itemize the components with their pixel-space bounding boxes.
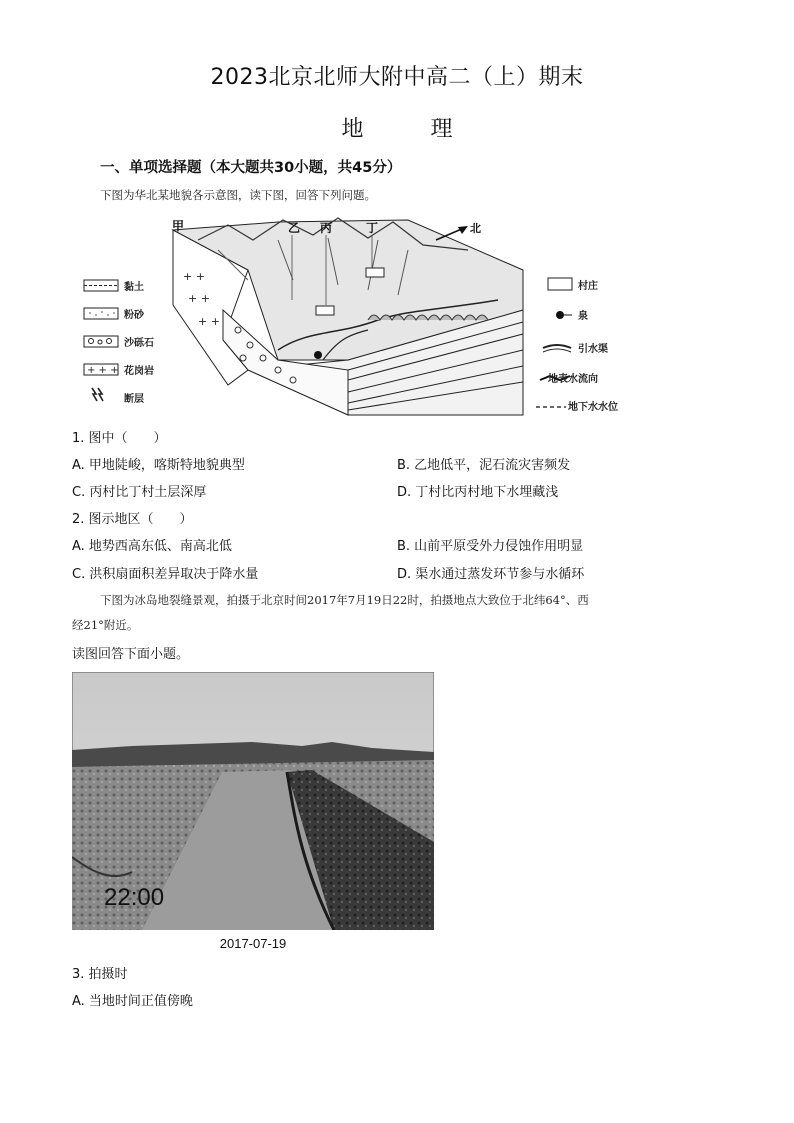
label-yi: 乙 — [288, 221, 301, 235]
q2-option-b: B. 山前平原受外力侵蚀作用明显 — [397, 539, 584, 554]
photo-time-stamp: 22:00 — [104, 884, 165, 911]
legend-right — [536, 278, 618, 413]
svg-text:+ + +: + + + — [87, 365, 119, 376]
block-diagram-body — [172, 218, 523, 415]
label-bing: 丙 — [320, 221, 333, 235]
q2-option-a: A. 地势西高东低、南高北低 — [72, 539, 232, 554]
section-intro: 下图为华北某地貌各示意图，读下图，回答下列问题。 — [100, 188, 376, 202]
label-ding: 丁 — [366, 221, 379, 235]
subject-title — [0, 112, 794, 143]
q2-stem: 2. 图示地区（ ） — [72, 512, 193, 527]
legend-water-table: 地下水水位 — [568, 402, 618, 413]
q1-option-b: B. 乙地低平，泥石流灾害频发 — [397, 458, 571, 473]
subject-char-1: 地 — [341, 117, 364, 142]
q1-stem: 1. 图中（ ） — [72, 431, 167, 446]
photo-date: 2017-07-19 — [219, 936, 287, 951]
q3-stem: 3. 拍摄时 — [72, 967, 128, 982]
svg-text:+ +: + + — [188, 292, 210, 305]
legend-canal: 引水渠 — [578, 344, 608, 355]
legend-granite: 花岗岩 — [124, 366, 154, 377]
legend-fault: 断层 — [124, 394, 144, 405]
q1-option-a: A. 甲地陡峻，喀斯特地貌典型 — [72, 458, 245, 473]
svg-text:+ +: + + — [198, 315, 220, 328]
page-title: 2023北京北师大附中高二（上）期末 — [210, 65, 584, 90]
north-label: 北 — [470, 222, 481, 235]
legend-village: 村庄 — [578, 281, 598, 292]
svg-text:+ +: + + — [183, 270, 205, 283]
legend-surface-flow: 地表水流向 — [548, 374, 598, 385]
q1-option-c: C. 丙村比丁村土层深厚 — [72, 485, 207, 500]
legend-left — [84, 280, 154, 405]
legend-clay: 黏土 — [124, 282, 144, 293]
passage2-instruction: 读图回答下面小题。 — [72, 647, 190, 662]
q1-option-d: D. 丁村比丙村地下水埋藏浅 — [397, 485, 559, 500]
section-heading: 一、单项选择题（本大题共30小题，共45分） — [100, 160, 402, 176]
q2-option-d: D. 渠水通过蒸发环节参与水循环 — [397, 567, 585, 582]
q2-option-c: C. 洪积扇面积差异取决于降水量 — [72, 567, 259, 582]
subject-char-2: 理 — [430, 117, 453, 142]
legend-gravel: 沙砾石 — [124, 338, 154, 349]
legend-spring: 泉 — [578, 311, 588, 322]
q3-option-a: A. 当地时间正值傍晚 — [72, 994, 193, 1009]
landform-diagram — [78, 210, 623, 420]
passage2-line2: 经21°附近。 — [72, 618, 139, 632]
label-jia: 甲 — [172, 219, 185, 233]
legend-silt: 粉砂 — [124, 310, 144, 321]
passage2-line1: 下图为冰岛地裂缝景观，拍摄于北京时间2017年7月19日22时，拍摄地点大致位于北纬64°、西 — [100, 593, 589, 607]
